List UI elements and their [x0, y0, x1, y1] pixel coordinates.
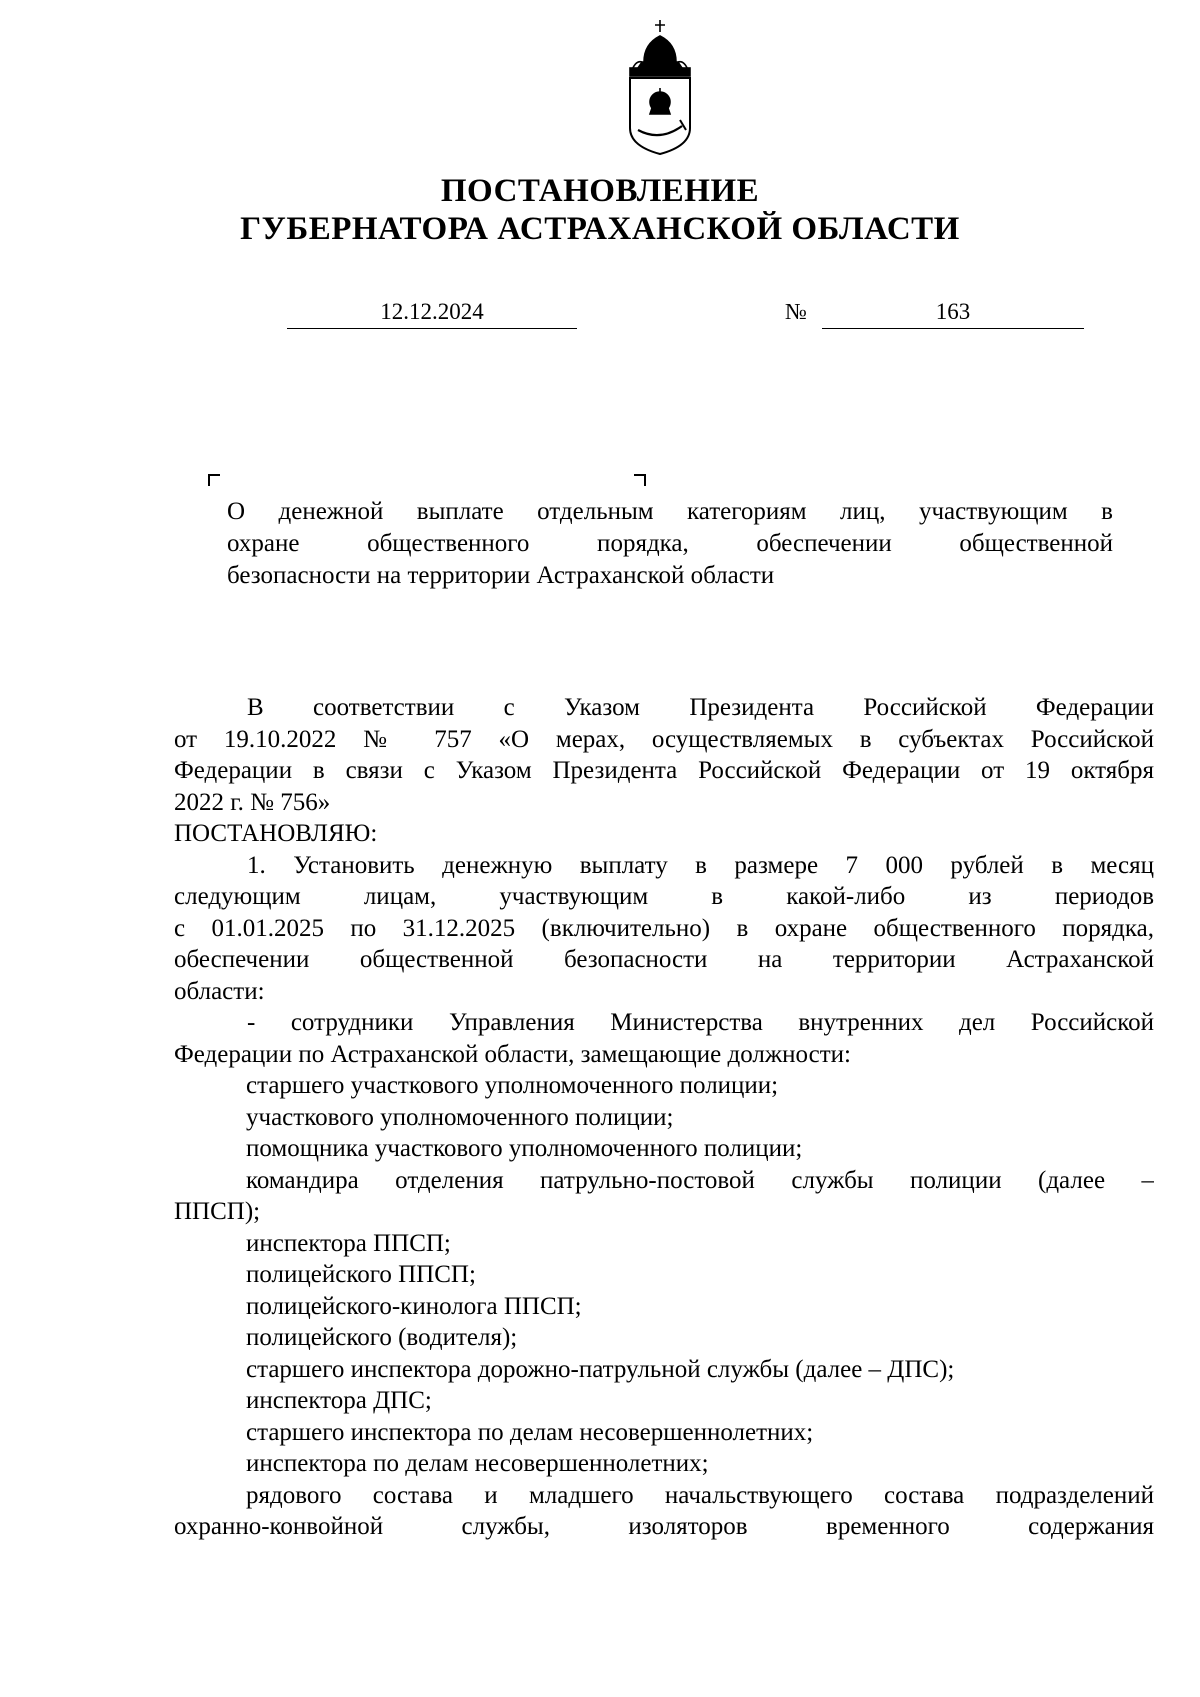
- document-body: [174, 692, 1154, 1543]
- position-item: старшего инспектора дорожно-патрульной службы (далее – ДПС);: [246, 1355, 955, 1383]
- title-line-2: ГУБЕРНАТОРА АСТРАХАНСКОЙ ОБЛАСТИ: [240, 211, 960, 247]
- ranks-line: рядового состава и младшего начальствующего состава подразделений: [246, 1481, 1154, 1509]
- position-item: полицейского (водителя);: [246, 1324, 518, 1351]
- preamble-line: В соответствии с Указом Президента Российской Федерации: [247, 694, 1154, 721]
- number-sign: №: [785, 299, 807, 324]
- decree-word: ПОСТАНОВЛЯЮ:: [174, 820, 378, 847]
- document-date: 12.12.2024: [287, 296, 577, 329]
- title-line-1: ПОСТАНОВЛЕНИЕ: [440, 173, 760, 209]
- subject-line: безопасности на территории Астраханской области: [227, 562, 775, 589]
- position-item: участкового уполномоченного полиции;: [246, 1103, 674, 1131]
- document-subject: [227, 496, 1113, 592]
- ranks-line: охранно-конвойной службы, изоляторов временного содержания: [174, 1513, 1154, 1540]
- preamble-line: 2022 г. № 756»: [174, 788, 331, 816]
- employees-line: Федерации по Астраханской области, замещающие должности:: [174, 1040, 851, 1068]
- item1-line: области:: [174, 977, 265, 1005]
- coat-of-arms-emblem: [610, 18, 710, 158]
- subject-line: О денежной выплате отдельным категориям лиц, участвующим в: [227, 498, 1113, 525]
- subject-corner-left: [208, 474, 220, 486]
- position-item: помощника участкового уполномоченного полиции;: [246, 1135, 803, 1162]
- preamble-line: Федерации в связи с Указом Президента Российской Федерации от 19 октября: [174, 757, 1154, 784]
- item1-line: следующим лицам, участвующим в какой-либо из периодов: [174, 883, 1154, 910]
- commander-line: ППСП);: [174, 1198, 261, 1225]
- subject-line: охране общественного порядка, обеспечении общественной: [227, 530, 1113, 557]
- document-number: 163: [822, 296, 1084, 329]
- preamble-line: от 19.10.2022 № 757 «О мерах, осуществляемых в субъектах Российской: [174, 725, 1154, 753]
- position-item: старшего участкового уполномоченного полиции;: [246, 1072, 779, 1099]
- item1-line: 1. Установить денежную выплату в размере 7 000 рублей в месяц: [247, 851, 1154, 879]
- position-item: инспектора ДПС;: [246, 1387, 432, 1414]
- employees-line: - сотрудники Управления Министерства внутренних дел Российской: [247, 1009, 1154, 1036]
- subject-corner-right: [634, 474, 646, 486]
- position-item: инспектора ППСП;: [246, 1229, 451, 1257]
- position-item: полицейского-кинолога ППСП;: [246, 1292, 582, 1320]
- position-item: инспектора по делам несовершеннолетних;: [246, 1450, 709, 1477]
- commander-line: командира отделения патрульно-постовой службы полиции (далее –: [246, 1166, 1154, 1194]
- document-title: [0, 172, 1200, 248]
- item1-line: с 01.01.2025 по 31.12.2025 (включительно) в охране общественного порядка,: [174, 914, 1154, 942]
- position-item: полицейского ППСП;: [246, 1261, 476, 1288]
- position-item: старшего инспектора по делам несовершеннолетних;: [246, 1418, 814, 1446]
- item1-line: обеспечении общественной безопасности на территории Астраханской: [174, 946, 1154, 973]
